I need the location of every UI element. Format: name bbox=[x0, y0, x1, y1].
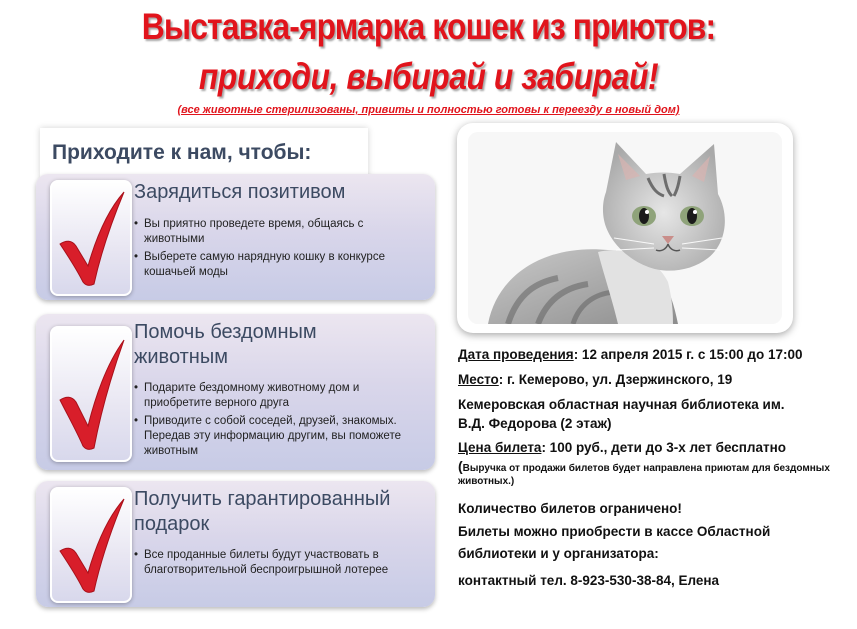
price-value: : 100 руб., дети до 3-х лет бесплатно bbox=[541, 440, 787, 455]
event-place-line-2: Кемеровская областная научная библиотека им. bbox=[458, 397, 785, 412]
event-place bbox=[458, 370, 853, 390]
benefit-card-help bbox=[36, 314, 435, 470]
tickets-limited: Количество билетов ограничено! bbox=[458, 501, 682, 516]
checkmark-box bbox=[50, 487, 132, 603]
cat-photo bbox=[468, 132, 782, 324]
place-value: : г. Кемерово, ул. Дзержинского, 19 bbox=[498, 372, 733, 387]
cat-photo-frame bbox=[457, 123, 793, 333]
benefit-card-positive bbox=[36, 174, 435, 300]
red-checkmark-icon bbox=[52, 489, 130, 601]
card-bullets bbox=[134, 381, 425, 462]
checkmark-box bbox=[50, 326, 132, 462]
benefit-card-gift bbox=[36, 481, 435, 607]
card-bullets bbox=[134, 548, 425, 581]
date-value: : 12 апреля 2015 г. с 15:00 до 17:00 bbox=[573, 347, 803, 362]
tickets-buy-line-1: Билеты можно приобрести в кассе Областной bbox=[458, 524, 771, 539]
price-note bbox=[458, 460, 838, 488]
list-item: • Приводите с собой соседей, друзей, знакомых. Передав эту информацию другим, вы поможете животным bbox=[134, 414, 425, 459]
list-item: • Выберете самую нарядную кошку в конкурсе кошачьей моды bbox=[134, 250, 425, 280]
card-title: Зарядиться позитивом bbox=[134, 181, 346, 203]
red-checkmark-icon bbox=[52, 328, 130, 460]
place-label: Место bbox=[458, 372, 499, 387]
list-item: • Подарите бездомному животному дом и приобретите верного друга bbox=[134, 381, 425, 411]
event-price bbox=[458, 438, 853, 458]
contact-phone: контактный тел. 8-923-530-38-84, Елена bbox=[458, 573, 720, 588]
date-label: Дата проведения bbox=[458, 347, 574, 362]
event-date bbox=[458, 345, 853, 365]
price-note-text: Выручка от продажи билетов будет направлена приютам для бездомных животных.) bbox=[458, 463, 830, 487]
checkmark-box bbox=[50, 180, 132, 296]
red-checkmark-icon bbox=[52, 182, 130, 294]
list-item: • Все проданные билеты будут участвовать в благотворительной беспроигрышной лотерее bbox=[134, 548, 425, 578]
card-title: Помочь бездомным животным bbox=[134, 321, 317, 368]
animals-note: (все животные стерилизованы, привиты и полностью готовы к переезду в новый дом) bbox=[177, 104, 680, 116]
card-title: Получить гарантированный подарок bbox=[134, 488, 391, 535]
price-label: Цена билета bbox=[458, 440, 542, 455]
list-item: • Вы приятно проведете время, общаясь с животными bbox=[134, 217, 425, 247]
card-bullets bbox=[134, 217, 425, 283]
cat-illustration bbox=[468, 132, 782, 324]
event-place-line-3: В.Д. Федорова (2 этаж) bbox=[458, 416, 612, 431]
intro-heading: Приходите к нам, чтобы: bbox=[52, 141, 312, 164]
price-note-paren: ( bbox=[458, 458, 463, 474]
tickets-buy-line-2: библиотеки и у организатора: bbox=[458, 546, 659, 561]
poster-title-line-2: приходи, выбирай и забирай! bbox=[198, 56, 659, 97]
poster-title-line-1: Выставка-ярмарка кошек из приютов: bbox=[141, 6, 716, 47]
